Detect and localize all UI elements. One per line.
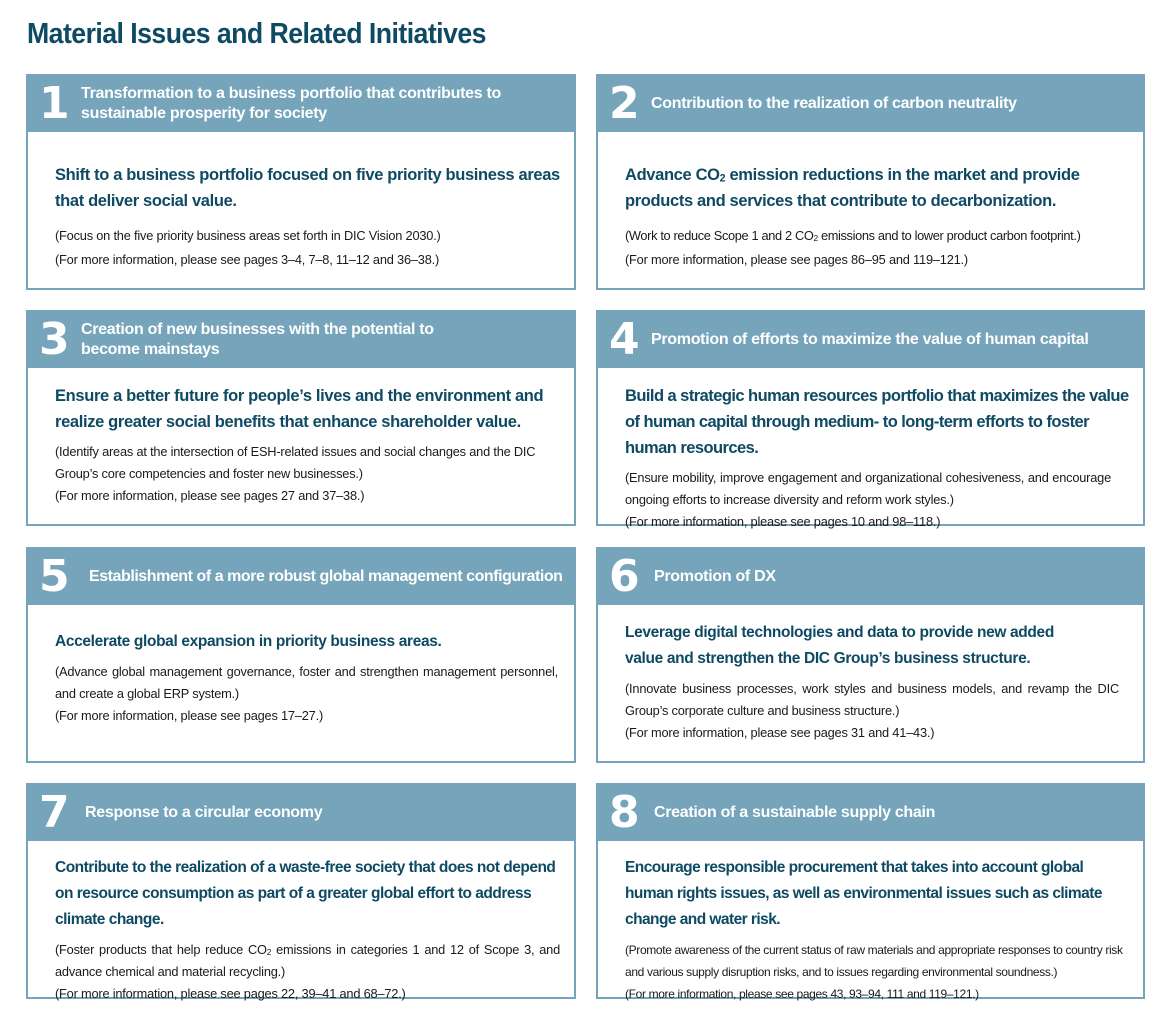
card-header xyxy=(28,549,574,605)
subscript: 2 xyxy=(813,233,818,244)
lead-part: emission reductions in the market and provide products and services that contribute to decarbonization. xyxy=(625,166,1080,210)
issue-page-reference: (For more information, please see pages 3–4, 7–8, 11–12 and 36–38.) xyxy=(55,252,440,267)
material-issue-card-2 xyxy=(596,74,1145,290)
issue-title: Response to a circular economy xyxy=(85,804,323,821)
card-body xyxy=(55,162,562,272)
issue-lead: Ensure a better future for people’s lives and the environment and realize greater social benefits that enhance shareholder value. xyxy=(55,387,544,431)
card-header xyxy=(598,785,1143,841)
card-body xyxy=(625,383,1135,533)
note-part: emissions and to lower product carbon footprint.) xyxy=(817,228,1081,243)
issue-note: (Advance global management governance, foster and strengthen management personnel, and create a global ERP system.) xyxy=(55,664,558,701)
material-issue-card-7 xyxy=(26,783,576,999)
issue-note xyxy=(625,224,1131,248)
material-issue-card-4 xyxy=(596,310,1145,529)
issue-title: Promotion of DX xyxy=(654,568,776,585)
issue-page-reference: (For more information, please see pages 17–27.) xyxy=(55,708,324,723)
card-header xyxy=(28,312,574,368)
issue-note: (Promote awareness of the current status of raw materials and appropriate responses to country risk and various supply disruption risks, and to issues regarding environmental soundness.) xyxy=(625,943,1123,979)
card-header xyxy=(598,76,1143,132)
material-issue-card-8 xyxy=(596,783,1145,999)
issue-page-reference: (For more information, please see pages 86–95 and 119–121.) xyxy=(625,252,968,267)
lead-part: Advance CO xyxy=(625,166,720,184)
card-body xyxy=(625,620,1119,744)
issue-lead: Accelerate global expansion in priority business areas. xyxy=(55,633,442,650)
material-issue-card-6 xyxy=(596,547,1145,763)
issue-lead: Encourage responsible procurement that takes into account global human rights issues, as well as environmental issues such as climate change and water risk. xyxy=(625,859,1102,928)
material-issue-card-1 xyxy=(26,74,576,290)
issue-page-reference: (For more information, please see pages 27 and 37–38.) xyxy=(55,488,365,503)
issue-note: (Focus on the five priority business areas set forth in DIC Vision 2030.) xyxy=(55,228,441,243)
issue-note: (Ensure mobility, improve engagement and organizational cohesiveness, and encourage ongoing efforts to increase diversity and reform work styles.) xyxy=(625,470,1111,507)
issue-number: 8 xyxy=(609,787,640,838)
issue-number: 1 xyxy=(39,78,70,129)
material-issue-card-5 xyxy=(26,547,576,763)
issue-number: 4 xyxy=(609,314,640,365)
issue-title: Promotion of efforts to maximize the value of human capital xyxy=(651,331,1089,348)
note-part: (Foster products that help reduce CO xyxy=(55,942,267,957)
card-header xyxy=(598,312,1143,368)
issue-number: 6 xyxy=(609,551,640,602)
page-title: Material Issues and Related Initiatives xyxy=(27,18,486,50)
card-header xyxy=(598,549,1143,605)
issue-note: (Innovate business processes, work styles and business models, and revamp the DIC Group’s corporate culture and business structure.) xyxy=(625,681,1119,718)
issue-lead xyxy=(625,162,1131,214)
issue-number: 3 xyxy=(39,314,70,365)
issue-page-reference: (For more information, please see pages 10 and 98–118.) xyxy=(625,514,941,529)
issue-title: Contribution to the realization of carbon neutrality xyxy=(651,95,1017,112)
issue-number: 2 xyxy=(609,78,640,129)
card-body xyxy=(625,162,1131,272)
issue-title: Transformation to a business portfolio that contributes to sustainable prosperity for society xyxy=(81,85,501,122)
issue-note xyxy=(55,939,560,983)
card-header xyxy=(28,785,574,841)
issue-title: Creation of new businesses with the potential to become mainstays xyxy=(81,321,434,358)
card-body xyxy=(55,383,558,507)
card-body xyxy=(55,629,558,727)
issue-page-reference: (For more information, please see pages 31 and 41–43.) xyxy=(625,725,935,740)
issue-lead: Contribute to the realization of a waste-free society that does not depend on resource consumption as part of a greater global effort to address climate change. xyxy=(55,859,556,928)
issue-page-reference: (For more information, please see pages 43, 93–94, 111 and 119–121.) xyxy=(625,987,979,1001)
note-part: (Work to reduce Scope 1 and 2 CO xyxy=(625,228,814,243)
issue-title: Establishment of a more robust global management configuration xyxy=(89,568,563,585)
issue-number: 5 xyxy=(39,551,70,602)
issue-note: (Identify areas at the intersection of ESH-related issues and social changes and the DIC Group’s core competencies and foster new businesses.) xyxy=(55,444,536,481)
issue-page-reference: (For more information, please see pages 22, 39–41 and 68–72.) xyxy=(55,986,406,1001)
issue-lead: Shift to a business portfolio focused on five priority business areas that deliver social value. xyxy=(55,166,560,210)
card-header xyxy=(28,76,574,132)
issue-title: Creation of a sustainable supply chain xyxy=(654,804,936,821)
subscript: 2 xyxy=(719,172,726,185)
subscript: 2 xyxy=(266,947,272,958)
note-part: emissions in categories 1 and 12 of Scope 3, and advance chemical and material recycling.) xyxy=(55,942,560,979)
card-body xyxy=(625,855,1133,1005)
card-body xyxy=(55,855,560,1005)
issue-lead: Leverage digital technologies and data to provide new added value and strengthen the DIC Group’s business structure. xyxy=(625,624,1054,667)
issue-number: 7 xyxy=(39,787,70,838)
issue-lead: Build a strategic human resources portfolio that maximizes the value of human capital through medium- to long-term efforts to foster human resources. xyxy=(625,387,1129,457)
material-issue-card-3 xyxy=(26,310,576,526)
